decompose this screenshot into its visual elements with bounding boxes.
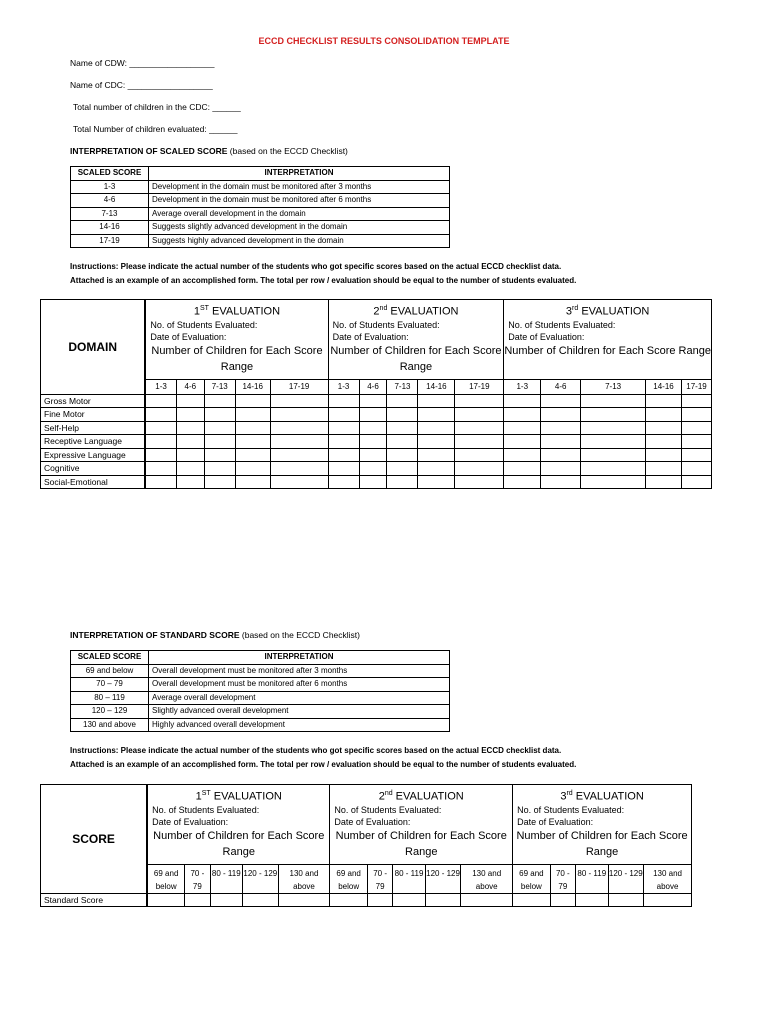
total-children-field: Total number of children in the CDC: ______: [73, 102, 241, 112]
table-row: [41, 435, 712, 449]
count-cell[interactable]: [387, 475, 418, 489]
count-cell[interactable]: [270, 408, 328, 422]
count-cell[interactable]: [387, 408, 418, 422]
score-cell: 70 – 79: [71, 678, 149, 692]
count-cell[interactable]: [455, 421, 504, 435]
count-cell[interactable]: [418, 435, 455, 449]
count-cell[interactable]: [145, 475, 176, 489]
count-cell[interactable]: [145, 448, 176, 462]
count-cell[interactable]: [513, 893, 551, 907]
count-cell[interactable]: [393, 893, 425, 907]
range-label: 14-16: [418, 379, 455, 394]
children-per-range-label: Number of Children for Each Score Range: [145, 343, 328, 380]
count-cell[interactable]: [328, 475, 359, 489]
table-row: [41, 394, 712, 408]
range-label: 14-16: [235, 379, 270, 394]
evaluation-1-header: 1ST EVALUATION No. of Students Evaluated: Date of Evaluation:: [145, 300, 328, 343]
count-cell[interactable]: [145, 408, 176, 422]
count-cell[interactable]: [646, 475, 682, 489]
count-cell[interactable]: [681, 408, 711, 422]
scaled-col-header: SCALED SCORE: [71, 167, 149, 181]
count-cell[interactable]: [328, 448, 359, 462]
count-cell[interactable]: [425, 893, 461, 907]
count-cell[interactable]: [270, 448, 328, 462]
count-cell[interactable]: [455, 448, 504, 462]
count-cell[interactable]: [504, 421, 541, 435]
count-cell[interactable]: [176, 421, 204, 435]
count-cell[interactable]: [418, 394, 455, 408]
range-label: 120 - 129: [608, 864, 644, 893]
table-row: [71, 678, 450, 692]
count-cell[interactable]: [147, 893, 185, 907]
table-row: [41, 408, 712, 422]
table-row: [41, 893, 692, 907]
range-label: 70 - 79: [185, 864, 210, 893]
range-label: 69 and below: [513, 864, 551, 893]
range-label: 130 and above: [461, 864, 513, 893]
count-cell[interactable]: [541, 421, 581, 435]
count-cell[interactable]: [581, 448, 646, 462]
domain-row-label: Self-Help: [41, 421, 146, 435]
count-cell[interactable]: [204, 475, 235, 489]
count-cell[interactable]: [330, 893, 368, 907]
count-cell[interactable]: [328, 435, 359, 449]
count-cell[interactable]: [185, 893, 210, 907]
domain-row-label: Gross Motor: [41, 394, 146, 408]
count-cell[interactable]: [646, 435, 682, 449]
count-cell[interactable]: [387, 394, 418, 408]
count-cell[interactable]: [204, 421, 235, 435]
count-cell[interactable]: [504, 394, 541, 408]
count-cell[interactable]: [541, 448, 581, 462]
count-cell[interactable]: [455, 408, 504, 422]
count-cell[interactable]: [270, 435, 328, 449]
range-label: 120 - 129: [425, 864, 461, 893]
count-cell[interactable]: [328, 394, 359, 408]
interpretation-col-header: INTERPRETATION: [149, 167, 450, 181]
instructions-1: [70, 260, 576, 288]
count-cell[interactable]: [359, 435, 387, 449]
range-label: 17-19: [455, 379, 504, 394]
students-evaluated-label: No. of Students Evaluated:: [508, 319, 616, 330]
count-cell[interactable]: [541, 408, 581, 422]
interp-cell: Overall development must be monitored after 6 months: [149, 678, 450, 692]
standard-score-table: [70, 650, 450, 732]
scaled-heading-normal: (based on the ECCD Checklist): [227, 146, 348, 156]
interp-cell: Average overall development in the domain: [149, 207, 450, 221]
count-cell[interactable]: [328, 421, 359, 435]
count-cell[interactable]: [278, 893, 330, 907]
range-label: 1-3: [328, 379, 359, 394]
count-cell[interactable]: [145, 394, 176, 408]
children-per-range-label: Number of Children for Each Score Range: [330, 828, 513, 865]
count-cell[interactable]: [455, 462, 504, 476]
score-cell: 130 and above: [71, 718, 149, 732]
table-row: [71, 691, 450, 705]
count-cell[interactable]: [176, 475, 204, 489]
count-cell[interactable]: [328, 462, 359, 476]
range-label: 70 - 79: [550, 864, 575, 893]
count-cell[interactable]: [504, 462, 541, 476]
count-cell[interactable]: [541, 462, 581, 476]
students-evaluated-label: No. of Students Evaluated:: [334, 804, 442, 815]
students-evaluated-label: No. of Students Evaluated:: [150, 319, 258, 330]
range-label: 1-3: [504, 379, 541, 394]
count-cell[interactable]: [581, 435, 646, 449]
count-cell[interactable]: [235, 421, 270, 435]
table-row: [71, 207, 450, 221]
document-title: ECCD CHECKLIST RESULTS CONSOLIDATION TEMPLATE: [258, 36, 510, 46]
table-row: [71, 664, 450, 678]
standard-score-heading: [70, 630, 360, 640]
interp-cell: Slightly advanced overall development: [149, 705, 450, 719]
range-label: 70 - 79: [367, 864, 392, 893]
range-label: 69 and below: [147, 864, 185, 893]
count-cell[interactable]: [204, 394, 235, 408]
date-of-evaluation-label: Date of Evaluation:: [508, 331, 585, 342]
count-cell[interactable]: [418, 475, 455, 489]
standard-heading-normal: (based on the ECCD Checklist): [239, 630, 360, 640]
date-of-evaluation-label: Date of Evaluation:: [152, 816, 229, 827]
count-cell[interactable]: [359, 421, 387, 435]
count-cell[interactable]: [359, 394, 387, 408]
count-cell[interactable]: [504, 475, 541, 489]
count-cell[interactable]: [145, 435, 176, 449]
interp-cell: Highly advanced overall development: [149, 718, 450, 732]
score-cell: 7-13: [71, 207, 149, 221]
count-cell[interactable]: [541, 435, 581, 449]
table-row: [71, 718, 450, 732]
count-cell[interactable]: [204, 435, 235, 449]
table-row: [41, 475, 712, 489]
count-cell[interactable]: [235, 435, 270, 449]
count-cell[interactable]: [176, 435, 204, 449]
range-label: 14-16: [646, 379, 682, 394]
count-cell[interactable]: [644, 893, 692, 907]
count-cell[interactable]: [235, 448, 270, 462]
domain-evaluation-table: [40, 299, 712, 489]
students-evaluated-label: No. of Students Evaluated:: [517, 804, 625, 815]
count-cell[interactable]: [418, 448, 455, 462]
count-cell[interactable]: [387, 421, 418, 435]
instructions-line-2: Attached is an example of an accomplished form. The total per row / evaluation should be equal to the number of students evaluated.: [70, 760, 577, 769]
range-label: 80 - 119: [393, 864, 425, 893]
count-cell[interactable]: [204, 408, 235, 422]
domain-header: DOMAIN: [41, 300, 146, 395]
scaled-heading-bold: INTERPRETATION OF SCALED SCORE: [70, 146, 228, 156]
count-cell[interactable]: [455, 435, 504, 449]
table-header-row: [71, 167, 450, 181]
instructions-line-1: Instructions: Please indicate the actual number of the students who got specific scores based on the actual ECCD checklist data.: [70, 746, 562, 755]
interp-cell: Development in the domain must be monitored after 3 months: [149, 180, 450, 194]
count-cell[interactable]: [359, 475, 387, 489]
date-of-evaluation-label: Date of Evaluation:: [517, 816, 594, 827]
interp-cell: Development in the domain must be monitored after 6 months: [149, 194, 450, 208]
domain-row-label: Receptive Language: [41, 435, 146, 449]
range-label: 17-19: [270, 379, 328, 394]
count-cell[interactable]: [270, 462, 328, 476]
interp-cell: Overall development must be monitored after 3 months: [149, 664, 450, 678]
count-cell[interactable]: [576, 893, 608, 907]
children-per-range-label: Number of Children for Each Score Range: [328, 343, 504, 380]
range-label: 80 - 119: [210, 864, 242, 893]
interp-cell: Suggests highly advanced development in the domain: [149, 234, 450, 248]
count-cell[interactable]: [235, 408, 270, 422]
count-cell[interactable]: [550, 893, 575, 907]
count-cell[interactable]: [387, 448, 418, 462]
count-cell[interactable]: [235, 462, 270, 476]
count-cell[interactable]: [145, 421, 176, 435]
count-cell[interactable]: [270, 394, 328, 408]
domain-rows: [41, 394, 712, 489]
range-label: 17-19: [681, 379, 711, 394]
date-of-evaluation-label: Date of Evaluation:: [150, 331, 227, 342]
instructions-2: [70, 744, 576, 772]
range-label: 130 and above: [278, 864, 330, 893]
count-cell[interactable]: [359, 408, 387, 422]
count-cell[interactable]: [504, 435, 541, 449]
range-label: 80 - 119: [576, 864, 608, 893]
standard-score-evaluation-table: [40, 784, 692, 907]
count-cell[interactable]: [461, 893, 513, 907]
range-label: 130 and above: [644, 864, 692, 893]
count-cell[interactable]: [581, 475, 646, 489]
count-cell[interactable]: [681, 394, 711, 408]
count-cell[interactable]: [646, 421, 682, 435]
score-cell: 4-6: [71, 194, 149, 208]
count-cell[interactable]: [581, 408, 646, 422]
range-label: 4-6: [541, 379, 581, 394]
score-cell: 80 – 119: [71, 691, 149, 705]
table-row: [71, 180, 450, 194]
count-cell[interactable]: [681, 475, 711, 489]
evaluation-3-header: 3rd EVALUATION No. of Students Evaluated: Date of Evaluation:: [504, 300, 712, 343]
range-label: 7-13: [204, 379, 235, 394]
count-cell[interactable]: [541, 394, 581, 408]
count-cell[interactable]: [359, 448, 387, 462]
domain-row-label: Fine Motor: [41, 408, 146, 422]
score-header: SCORE: [41, 785, 148, 894]
count-cell[interactable]: [243, 893, 279, 907]
count-cell[interactable]: [681, 462, 711, 476]
count-cell[interactable]: [387, 462, 418, 476]
range-label: 1-3: [145, 379, 176, 394]
count-cell[interactable]: [176, 408, 204, 422]
count-cell[interactable]: [176, 394, 204, 408]
count-cell[interactable]: [581, 421, 646, 435]
range-label: 4-6: [176, 379, 204, 394]
count-cell[interactable]: [681, 448, 711, 462]
children-per-range-label: Number of Children for Each Score Range: [504, 343, 712, 380]
students-evaluated-label: No. of Students Evaluated:: [152, 804, 260, 815]
table-row: [71, 705, 450, 719]
table-row: [71, 194, 450, 208]
evaluation-2-header: 2nd EVALUATION No. of Students Evaluated: Date of Evaluation:: [328, 300, 504, 343]
count-cell[interactable]: [204, 462, 235, 476]
count-cell[interactable]: [418, 408, 455, 422]
count-cell[interactable]: [176, 462, 204, 476]
range-label: 7-13: [581, 379, 646, 394]
count-cell[interactable]: [581, 462, 646, 476]
count-cell[interactable]: [681, 435, 711, 449]
count-cell[interactable]: [608, 893, 644, 907]
count-cell[interactable]: [176, 448, 204, 462]
domain-row-label: Expressive Language: [41, 448, 146, 462]
evaluation-3-header: 3rd EVALUATION No. of Students Evaluated: Date of Evaluation:: [513, 785, 692, 828]
children-per-range-label: Number of Children for Each Score Range: [513, 828, 692, 865]
instructions-line-2: Attached is an example of an accomplished form. The total per row / evaluation should be equal to the number of students evaluated.: [70, 276, 577, 285]
evaluation-2-header: 2nd EVALUATION No. of Students Evaluated: Date of Evaluation:: [330, 785, 513, 828]
score-cell: 69 and below: [71, 664, 149, 678]
table-row: [41, 448, 712, 462]
count-cell[interactable]: [455, 475, 504, 489]
range-label: 120 - 129: [243, 864, 279, 893]
score-cell: 1-3: [71, 180, 149, 194]
range-label: 69 and below: [330, 864, 368, 893]
count-cell[interactable]: [646, 394, 682, 408]
table-header-row: [71, 651, 450, 665]
domain-row-label: Cognitive: [41, 462, 146, 476]
total-evaluated-field: Total Number of children evaluated: ______: [73, 124, 238, 134]
count-cell[interactable]: [541, 475, 581, 489]
count-cell[interactable]: [367, 893, 392, 907]
count-cell[interactable]: [581, 394, 646, 408]
table-row: [41, 462, 712, 476]
interpretation-col-header: INTERPRETATION: [149, 651, 450, 665]
count-cell[interactable]: [210, 893, 242, 907]
score-cell: 14-16: [71, 221, 149, 235]
students-evaluated-label: No. of Students Evaluated:: [332, 319, 440, 330]
table-row: [71, 234, 450, 248]
domain-row-label: Social-Emotional: [41, 475, 146, 489]
evaluation-1-header: 1ST EVALUATION No. of Students Evaluated: Date of Evaluation:: [147, 785, 330, 828]
date-of-evaluation-label: Date of Evaluation:: [332, 331, 409, 342]
instructions-line-1: Instructions: Please indicate the actual number of the students who got specific scores based on the actual ECCD checklist data.: [70, 262, 562, 271]
date-of-evaluation-label: Date of Evaluation:: [334, 816, 411, 827]
scaled-col-header: SCALED SCORE: [71, 651, 149, 665]
range-label: 4-6: [359, 379, 387, 394]
children-per-range-label: Number of Children for Each Score Range: [147, 828, 330, 865]
count-cell[interactable]: [681, 421, 711, 435]
count-cell[interactable]: [270, 475, 328, 489]
count-cell[interactable]: [646, 408, 682, 422]
score-cell: 120 – 129: [71, 705, 149, 719]
interp-cell: Suggests slightly advanced development in the domain: [149, 221, 450, 235]
standard-heading-bold: INTERPRETATION OF STANDARD SCORE: [70, 630, 240, 640]
count-cell[interactable]: [235, 475, 270, 489]
table-row: [41, 421, 712, 435]
count-cell[interactable]: [270, 421, 328, 435]
count-cell[interactable]: [455, 394, 504, 408]
table-row: [71, 221, 450, 235]
standard-score-row-label: Standard Score: [41, 893, 148, 907]
cdc-name-field: Name of CDC: __________________: [70, 80, 213, 90]
scaled-score-table: [70, 166, 450, 248]
count-cell[interactable]: [359, 462, 387, 476]
scaled-score-heading: [70, 146, 348, 156]
range-label: 7-13: [387, 379, 418, 394]
count-cell[interactable]: [646, 448, 682, 462]
count-cell[interactable]: [328, 408, 359, 422]
count-cell[interactable]: [504, 448, 541, 462]
count-cell[interactable]: [387, 435, 418, 449]
interp-cell: Average overall development: [149, 691, 450, 705]
count-cell[interactable]: [418, 421, 455, 435]
count-cell[interactable]: [235, 394, 270, 408]
count-cell[interactable]: [504, 408, 541, 422]
score-cell: 17-19: [71, 234, 149, 248]
cdw-name-field: Name of CDW: __________________: [70, 58, 215, 68]
count-cell[interactable]: [418, 462, 455, 476]
count-cell[interactable]: [646, 462, 682, 476]
count-cell[interactable]: [145, 462, 176, 476]
count-cell[interactable]: [204, 448, 235, 462]
